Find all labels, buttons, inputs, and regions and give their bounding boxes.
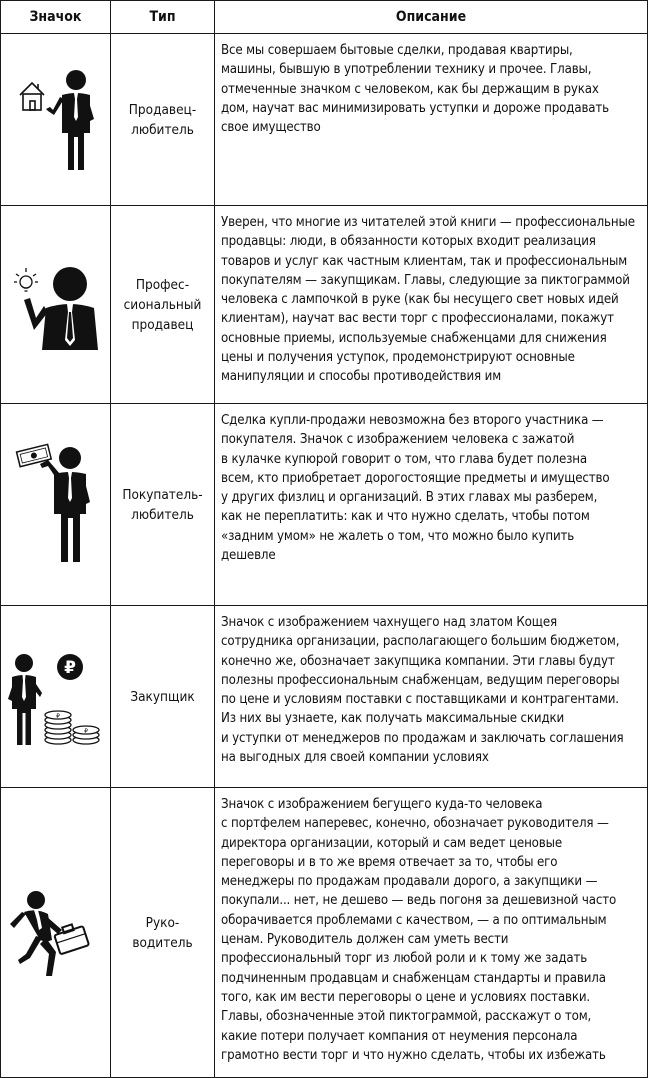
description-line: менеджеры по продажам продавали дорого, а закупщики — xyxy=(221,874,598,890)
description-line: покупателя. Значок с изображением человека с зажатой xyxy=(221,432,575,448)
header-type: Тип xyxy=(111,1,215,34)
svg-text:₽: ₽ xyxy=(83,727,88,735)
icon-cell xyxy=(1,606,111,788)
description-line: покупали... нет, не дешево — ведь погоня за дешевизной часто xyxy=(221,893,617,909)
description-line: полезны профессиональным снабженцам, ведущим переговоры xyxy=(221,672,620,688)
man-with-house-icon xyxy=(14,65,98,175)
description-line: того, как им вести переговоры о цене и условиях поставки. xyxy=(221,989,591,1005)
description-line: на выгодных для своей компании условиях xyxy=(221,750,489,766)
description-line: подчиненным продавцам и снабженцам стандарты и правила xyxy=(221,970,606,986)
description-line: оборачивается проблемами с качеством, — а по оптимальным xyxy=(221,912,607,928)
description-line: клиентам), научат вас вести торг с профессионалами, покажут xyxy=(221,311,614,327)
type-line: Руко- xyxy=(145,914,180,931)
description-line: свое имущество xyxy=(221,120,321,136)
type-cell xyxy=(111,206,215,404)
man-with-ruble-coins-icon xyxy=(6,647,106,747)
description-line: манипуляции и способы противодействия им xyxy=(221,369,502,385)
description-line: Главы, обозначенные этой пиктограммой, расскажут о том, xyxy=(221,1009,592,1025)
description-line: всем, кто приобретает дорогостоящие предметы и имущество xyxy=(221,470,610,486)
table-row xyxy=(1,206,648,404)
icon-cell xyxy=(1,34,111,206)
description-line: основные приемы, используемые снабженцами для снижения xyxy=(221,330,607,346)
description-line: переговоры и в то же время отвечает за то, чтобы его xyxy=(221,854,558,870)
description-line: директора организации, который и сам ведет ценовые xyxy=(221,835,563,851)
man-with-banknote-icon xyxy=(14,442,98,567)
description-line: отмеченные значком с человеком, как бы держащим в руках xyxy=(221,81,599,97)
description-cell xyxy=(215,34,648,206)
description-line: сотрудника организации, располагающего большим бюджетом, xyxy=(221,634,620,650)
description-line: продавцы: люди, в обязанности которых входит реализация xyxy=(221,234,596,250)
type-cell xyxy=(111,606,215,788)
type-line: Продавец- xyxy=(128,101,197,118)
header-icon: Значок xyxy=(1,1,111,34)
description-cell xyxy=(215,206,648,404)
description-cell xyxy=(215,606,648,788)
description-line: профессиональный торг из любой роли и к тому же задать xyxy=(221,951,588,967)
description-line: у других физлиц и организаций. В этих главах мы разберем, xyxy=(221,490,598,506)
description-cell xyxy=(215,788,648,1078)
icon-cell xyxy=(1,404,111,606)
description-line: дом, научат вас минимизировать уступки и дороже продавать xyxy=(221,100,610,116)
type-line: Профес- xyxy=(135,276,190,293)
description-line: конечно же, обозначает закупщика компании. Эти главы будут xyxy=(221,653,615,669)
type-cell xyxy=(111,34,215,206)
description-line: дешевле xyxy=(221,548,276,564)
description-line: ценам. Руководитель должен сам уметь вести xyxy=(221,932,509,948)
description-line: Сделка купли-продажи невозможна без второго участника — xyxy=(221,413,604,428)
description-line: покупателям — закупщикам. Главы, следующие за пиктограммой xyxy=(221,272,630,288)
type-line: Покупатель- xyxy=(122,486,203,503)
running-man-with-briefcase-icon xyxy=(6,888,106,978)
type-line: любитель xyxy=(131,506,194,523)
description-line: как не переплатить: как и что нужно сделать, чтобы потом xyxy=(221,509,590,525)
description-line: Уверен, что многие из читателей этой книги — профессиональные xyxy=(221,215,635,230)
type-line: водитель xyxy=(132,934,193,951)
svg-text:₽: ₽ xyxy=(63,657,76,678)
table-row xyxy=(1,606,648,788)
description-line: машины, бывшую в употреблении технику и прочее. Главы, xyxy=(221,62,592,78)
description-line: Значок с изображением чахнущего над златом Кощея xyxy=(221,615,557,630)
description-cell xyxy=(215,404,648,606)
type-line: Закупщик xyxy=(130,688,195,705)
type-cell xyxy=(111,788,215,1078)
table-row xyxy=(1,34,648,206)
type-cell xyxy=(111,404,215,606)
description-line: цены и получения уступок, продемонстрируют основные xyxy=(221,350,575,366)
description-line: Значок с изображением бегущего куда-то человека xyxy=(221,797,543,812)
description-line: и уступки от менеджеров по продажам и заключать соглашения xyxy=(221,730,624,746)
type-line: продавец xyxy=(131,316,194,333)
man-with-lightbulb-icon xyxy=(14,260,98,350)
description-line: «задним умом» не жалеть о том, что можно было купить xyxy=(221,528,575,544)
icon-cell xyxy=(1,788,111,1078)
table-row xyxy=(1,404,648,606)
description-line: Все мы совершаем бытовые сделки, продавая квартиры, xyxy=(221,43,573,58)
icon-cell xyxy=(1,206,111,404)
table-row xyxy=(1,788,648,1078)
table-header-row xyxy=(1,1,648,34)
description-line: в кулачке купюрой говорит о том, что глава будет полезна xyxy=(221,451,588,467)
svg-text:₽: ₽ xyxy=(55,712,60,720)
description-line: грамотно вести торг и что нужно сделать, чтобы их избежать xyxy=(221,1047,606,1063)
description-line: с портфелем наперевес, конечно, обозначает руководителя — xyxy=(221,816,609,832)
type-line: любитель xyxy=(131,121,194,138)
description-line: по цене и условиям поставки с поставщиками и контрагентами. xyxy=(221,692,619,708)
header-description: Описание xyxy=(215,1,648,34)
description-line: товаров и услуг как частным клиентам, так и профессиональным xyxy=(221,253,627,269)
description-line: Из них вы узнаете, как получать максимальные скидки xyxy=(221,711,565,727)
type-line: сиональный xyxy=(123,296,202,313)
description-line: какие потери получает компания от неумения персонала xyxy=(221,1028,578,1044)
description-line: человека с лампочкой в руке (как бы несущего свет новых идей xyxy=(221,292,619,308)
